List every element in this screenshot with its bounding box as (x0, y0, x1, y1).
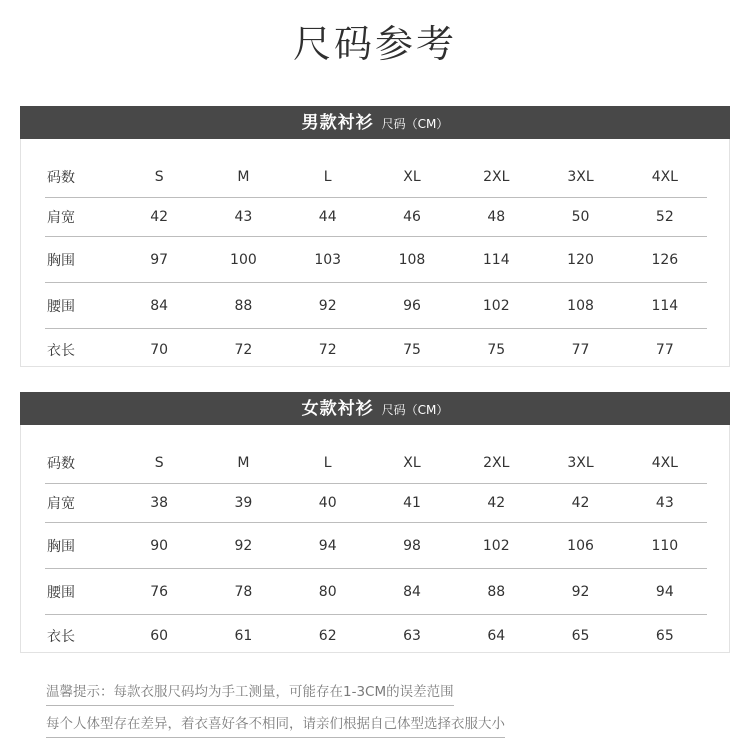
men-size-value: 84 (117, 283, 201, 329)
women-size-table (45, 443, 707, 657)
women-size-value: 62 (318, 628, 337, 644)
women-size-value: 76 (117, 569, 201, 615)
men-size-value: 42 (117, 198, 201, 237)
women-size-value: 63 (403, 628, 421, 644)
men-size-value: 108 (538, 283, 622, 329)
women-size-header: 4XL (623, 443, 707, 484)
men-size-value: 108 (370, 237, 454, 283)
women-table-row (45, 484, 707, 523)
men-size-value: 97 (117, 237, 201, 283)
men-size-panel (20, 139, 730, 367)
women-size-value: 60 (150, 628, 169, 644)
women-size-value: 92 (201, 523, 285, 569)
men-size-value: 75 (487, 342, 506, 358)
women-row-label: 肩宽 (45, 484, 117, 523)
women-section-title: 女款衬衫 (301, 399, 374, 419)
women-size-value: 42 (454, 484, 538, 523)
women-size-section (20, 392, 730, 653)
men-section-header (20, 106, 730, 139)
women-size-value: 80 (286, 569, 370, 615)
men-size-value: 75 (403, 342, 421, 358)
women-size-header: XL (370, 443, 454, 484)
men-size-value: 52 (623, 198, 707, 237)
men-table-row (45, 198, 707, 237)
women-size-value: 102 (454, 523, 538, 569)
men-table-row (45, 237, 707, 283)
women-size-value: 61 (234, 628, 253, 644)
women-size-value: 41 (370, 484, 454, 523)
women-section-header (20, 392, 730, 425)
men-row-label: 码数 (45, 157, 117, 198)
women-size-value: 110 (623, 523, 707, 569)
women-size-value: 43 (623, 484, 707, 523)
women-size-value: 94 (623, 569, 707, 615)
men-size-header: 2XL (454, 157, 538, 198)
men-size-value: 103 (286, 237, 370, 283)
notes (46, 680, 505, 744)
women-size-value: 94 (286, 523, 370, 569)
men-size-value: 50 (538, 198, 622, 237)
men-size-value: 102 (454, 283, 538, 329)
men-size-value: 92 (286, 283, 370, 329)
men-size-header: 4XL (623, 157, 707, 198)
women-size-value: 65 (655, 628, 674, 644)
men-row-label: 肩宽 (45, 198, 117, 237)
men-size-header: XL (370, 157, 454, 198)
women-section-subtitle: 尺码（CM） (381, 403, 449, 417)
women-size-value: 106 (538, 523, 622, 569)
page-title: 尺码参考 (292, 22, 457, 66)
women-size-value: 65 (571, 628, 590, 644)
men-size-value: 70 (150, 342, 169, 358)
men-size-header: 3XL (538, 157, 622, 198)
women-table-row (45, 615, 707, 658)
women-size-value: 88 (454, 569, 538, 615)
men-size-value: 126 (623, 237, 707, 283)
men-size-header: L (286, 157, 370, 198)
men-table-row (45, 283, 707, 329)
men-size-value: 77 (571, 342, 590, 358)
men-section-title: 男款衬衫 (301, 113, 374, 133)
men-size-value: 114 (454, 237, 538, 283)
men-size-value: 120 (538, 237, 622, 283)
women-size-header: 3XL (538, 443, 622, 484)
women-size-header: 2XL (454, 443, 538, 484)
men-size-table (45, 157, 707, 371)
women-size-panel (20, 425, 730, 653)
women-row-label: 胸围 (45, 523, 117, 569)
women-size-header: S (117, 443, 201, 484)
women-size-value: 92 (538, 569, 622, 615)
women-size-value: 90 (117, 523, 201, 569)
women-size-value: 64 (487, 628, 506, 644)
men-table-row (45, 157, 707, 198)
men-row-label: 腰围 (45, 283, 117, 329)
men-size-value: 48 (454, 198, 538, 237)
men-size-header: S (117, 157, 201, 198)
women-table-row (45, 443, 707, 484)
women-row-label: 腰围 (45, 569, 117, 615)
men-size-value: 44 (286, 198, 370, 237)
men-size-section (20, 106, 730, 367)
men-size-value: 72 (318, 342, 337, 358)
men-size-value: 72 (234, 342, 253, 358)
women-row-label: 码数 (45, 443, 117, 484)
women-size-value: 38 (117, 484, 201, 523)
men-row-label: 胸围 (45, 237, 117, 283)
women-size-value: 39 (201, 484, 285, 523)
note-line: 每个人体型存在差异，着衣喜好各不相同，请亲们根据自己体型选择衣服大小 (46, 712, 505, 738)
women-size-header: M (201, 443, 285, 484)
men-section-subtitle: 尺码（CM） (381, 117, 449, 131)
women-size-header: L (286, 443, 370, 484)
women-size-value: 42 (538, 484, 622, 523)
men-size-value: 43 (201, 198, 285, 237)
men-size-value: 77 (655, 342, 674, 358)
women-table-row (45, 523, 707, 569)
women-size-value: 98 (370, 523, 454, 569)
women-size-value: 84 (370, 569, 454, 615)
women-table-row (45, 569, 707, 615)
women-size-value: 40 (286, 484, 370, 523)
men-size-header: M (201, 157, 285, 198)
note-line: 温馨提示：每款衣服尺码均为手工测量，可能存在1-3CM的误差范围 (46, 680, 454, 706)
men-row-label: 衣长 (47, 343, 75, 359)
men-size-value: 46 (370, 198, 454, 237)
men-table-row (45, 329, 707, 372)
women-size-value: 78 (201, 569, 285, 615)
men-size-value: 100 (201, 237, 285, 283)
women-row-label: 衣长 (47, 629, 75, 645)
men-size-value: 96 (370, 283, 454, 329)
men-size-value: 114 (623, 283, 707, 329)
men-size-value: 88 (201, 283, 285, 329)
